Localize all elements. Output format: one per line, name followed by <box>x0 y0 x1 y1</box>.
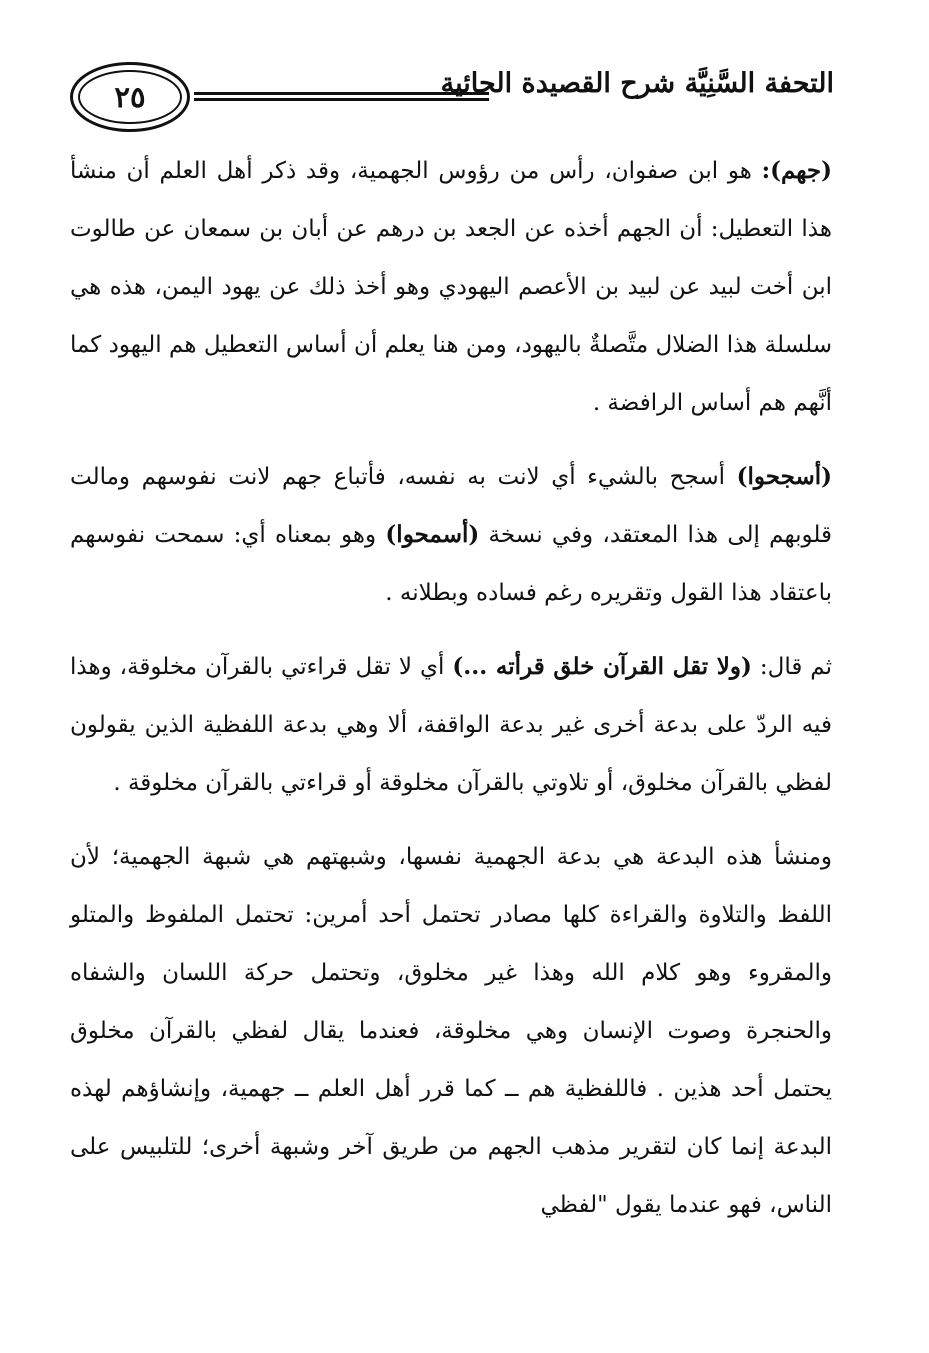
paragraph-prefix: ثم قال: <box>751 654 833 680</box>
paragraph-text: ومنشأ هذه البدعة هي بدعة الجهمية نفسها، وشبهتهم هي شبهة الجهمية؛ لأن اللفظ والتلاوة والقراءة كلها مصادر تحتمل أحد أمرين: تحتمل الملفوظ والمتلو والمقروء وهو كلام الله وهذا غير مخلوق، وتحتمل حركة اللسان والشفاه والحنجرة وصوت الإنسان وهي مخلوقة، فعندما يقال لفظي بالقرآن مخلوق يحتمل أحد هذين . فاللفظية هم ــ كما قرر أهل العلم ــ جهمية، وإنشاؤهم لهذه البدعة إنما كان لتقرير مذهب الجهم من طريق آخر وشبهة أخرى؛ للتلبيس على الناس، فهو عندما يقول "لفظي <box>70 844 832 1218</box>
paragraph-text: هو ابن صفوان، رأس من رؤوس الجهمية، وقد ذكر أهل العلم أن منشأ هذا التعطيل: أن الجهم أخذه عن الجعد بن درهم عن أبان بن سمعان عن طالوت ابن أخت لبيد عن لبيد بن الأعصم اليهودي وهو أخذ ذلك عن يهود اليمن، هذه هي سلسلة هذا الضلال متَّصلةٌ باليهود، ومن هنا يعلم أن أساس التعطيل هم اليهود كما أنَّهم هم أساس الرافضة . <box>70 158 832 416</box>
paragraph-origin-of-bida <box>70 828 832 1234</box>
page-number: ٢٥ <box>114 80 146 114</box>
term-jahm: (جهم): <box>761 157 832 184</box>
page-number-badge <box>70 62 190 132</box>
page-header <box>64 58 834 134</box>
paragraph-jahm <box>70 142 832 432</box>
paragraph-asjahu <box>70 448 832 622</box>
paragraph-text: أي لا تقل قراءتي بالقرآن مخلوقة، وهذا فيه الردّ على بدعة أخرى غير بدعة الواقفة، ألا وهي بدعة اللفظية الذين يقولون لفظي بالقرآن مخلوق، أو تلاوتي بالقرآن مخلوقة أو قراءتي بالقرآن مخلوقة . <box>70 654 832 796</box>
header-double-rule <box>194 92 489 101</box>
verse-quote: (ولا تقل القرآن خلق قرأته ...) <box>452 653 752 680</box>
term-asmahu: (أسمحوا) <box>385 521 480 548</box>
book-title: التحفة السَّنِيَّة شرح القصيدة الحائية <box>440 68 834 99</box>
paragraph-quran-quote <box>70 638 832 812</box>
term-asjahu: (أسجحوا) <box>736 463 832 490</box>
paragraph-text: وهو بمعناه أي: سمحت نفوسهم باعتقاد هذا القول وتقريره رغم فساده وبطلانه . <box>70 522 832 606</box>
paragraph-text: أسجح بالشيء أي لانت به نفسه، فأتباع جهم لانت نفوسهم ومالت قلوبهم إلى هذا المعتقد، وفي نسخة <box>70 464 832 548</box>
page-body <box>70 142 832 1234</box>
